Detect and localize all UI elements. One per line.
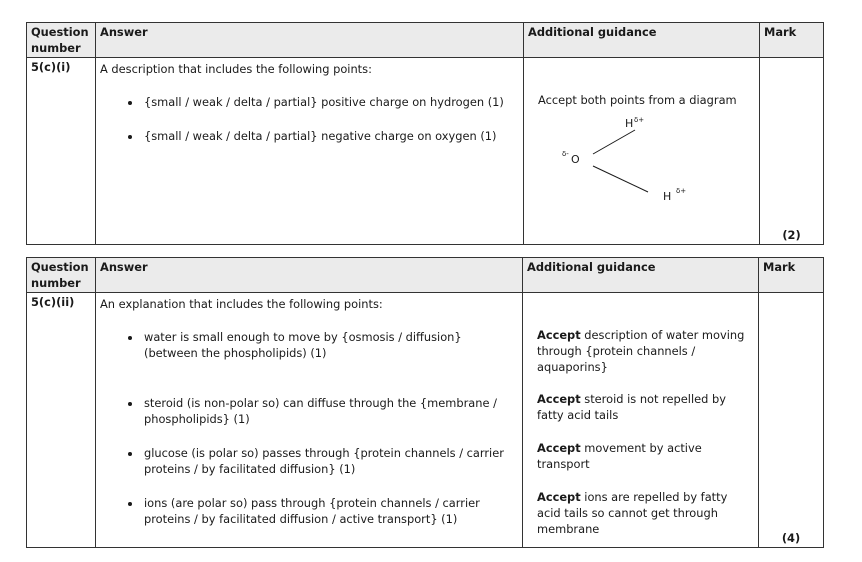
hydrogen-top-charge: δ+	[634, 116, 645, 124]
guidance-cell	[524, 58, 760, 245]
guidance-text: description of water moving through {protein channels / aquaporins}	[537, 328, 745, 374]
answer-point: • {small / weak / delta / partial} negative charge on oxygen (1)	[142, 128, 519, 144]
answer-points	[100, 94, 519, 144]
answer-point: • steroid (is non-polar so) can diffuse through the {membrane / phospholipids} (1)	[142, 395, 518, 427]
answer-cell	[96, 58, 524, 245]
answer-cell	[96, 293, 523, 548]
answer-point: • ions (are polar so) pass through {protein channels / carrier proteins / by facilitated diffusion / active transport} (1)	[142, 495, 518, 527]
guidance-item	[527, 440, 754, 472]
answer-intro: An explanation that includes the following points:	[100, 297, 383, 311]
hydrogen-bottom-label: H	[663, 190, 672, 203]
header-mark: Mark	[759, 258, 824, 293]
accept-keyword: Accept	[537, 392, 581, 406]
hydrogen-bottom-charge: δ+	[676, 187, 687, 195]
guidance-item	[527, 391, 754, 423]
bond-line-top	[593, 130, 635, 154]
oxygen-charge: δ-	[562, 150, 569, 158]
question-number: 5(c)(i)	[27, 58, 96, 245]
header-answer: Answer	[96, 23, 524, 58]
header-question-number: Question number	[27, 23, 96, 58]
table-row	[27, 58, 824, 245]
answer-point: • {small / weak / delta / partial} positive charge on hydrogen (1)	[142, 94, 519, 110]
accept-keyword: Accept	[537, 441, 581, 455]
table-row	[27, 293, 824, 548]
question-number: 5(c)(ii)	[27, 293, 96, 548]
water-molecule-diagram	[528, 116, 748, 208]
hydrogen-top-label: H	[625, 117, 634, 130]
mark-value: (2)	[760, 58, 824, 245]
header-additional-guidance: Additional guidance	[523, 258, 759, 293]
answer-point: • water is small enough to move by {osmosis / diffusion} (between the phospholipids) (1)	[142, 329, 518, 361]
answer-points	[100, 329, 518, 527]
bond-line-bottom	[593, 166, 648, 192]
answer-point: • glucose (is polar so) passes through {protein channels / carrier proteins / by facilitated diffusion} (1)	[142, 445, 518, 477]
guidance-text: movement by active transport	[537, 441, 702, 471]
guidance-text: Accept both points from a diagram	[538, 93, 737, 107]
guidance-item	[527, 489, 754, 537]
header-question-number: Question number	[27, 258, 96, 293]
guidance-item	[527, 327, 754, 375]
header-mark: Mark	[760, 23, 824, 58]
mark-scheme-table-5cii	[26, 257, 824, 548]
guidance-text: steroid is not repelled by fatty acid tails	[537, 392, 726, 422]
guidance-text: ions are repelled by fatty acid tails so cannot get through membrane	[537, 490, 728, 536]
header-answer: Answer	[96, 258, 523, 293]
accept-keyword: Accept	[537, 328, 581, 342]
oxygen-label: O	[571, 153, 580, 166]
accept-keyword: Accept	[537, 490, 581, 504]
table-header-row	[27, 258, 824, 293]
header-additional-guidance: Additional guidance	[524, 23, 760, 58]
mark-value: (4)	[759, 293, 824, 548]
mark-scheme-table-5ci	[26, 22, 824, 245]
table-header-row	[27, 23, 824, 58]
answer-intro: A description that includes the following points:	[100, 62, 372, 76]
guidance-cell	[523, 293, 759, 548]
